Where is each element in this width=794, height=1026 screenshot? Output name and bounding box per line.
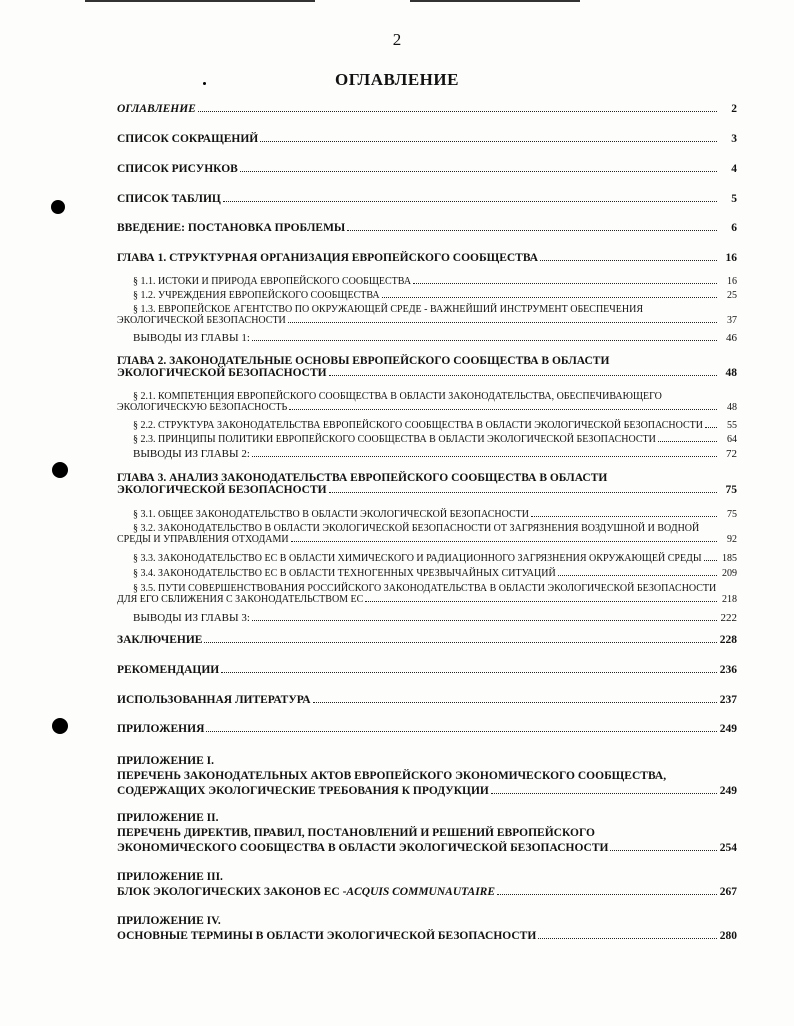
- toc-entry-page: 48: [725, 367, 737, 379]
- toc-subsection[interactable]: [117, 434, 737, 445]
- toc-entry-title: ПЕРЕЧЕНЬ ЗАКОНОДАТЕЛЬНЫХ АКТОВ ЕВРОПЕЙСКОГО ЭКОНОМИЧЕСКОГО СООБЩЕСТВА,: [117, 770, 667, 782]
- toc-entry-page: 254: [719, 842, 737, 854]
- toc-chapter[interactable]: [117, 252, 737, 264]
- toc-entry-page: 249: [719, 785, 737, 797]
- toc-appendix[interactable]: [117, 914, 737, 944]
- toc-entry-title: ПЕРЕЧЕНЬ ДИРЕКТИВ, ПРАВИЛ, ПОСТАНОВЛЕНИЙ И РЕШЕНИЙ ЕВРОПЕЙСКОГО: [117, 827, 595, 839]
- toc-subsection[interactable]: [117, 391, 737, 413]
- toc-chapter[interactable]: [117, 472, 737, 496]
- toc-entry-title: § 2.3. ПРИНЦИПЫ ПОЛИТИКИ ЕВРОПЕЙСКОГО СООБЩЕСТВА В ОБЛАСТИ ЭКОЛОГИЧЕСКОЙ БЕЗОПАСНОСТИ: [133, 434, 656, 445]
- toc-chapter[interactable]: [117, 355, 737, 379]
- toc-appendix-label: ПРИЛОЖЕНИЕ III.: [117, 871, 223, 883]
- toc-entry-page: 64: [727, 434, 737, 445]
- toc-entry-title: § 3.2. ЗАКОНОДАТЕЛЬСТВО В ОБЛАСТИ ЭКОЛОГИЧЕСКОЙ БЕЗОПАСНОСТИ ОТ ЗАГРЯЗНЕНИЯ ВОЗДУШНОЙ И ВОДНОЙ: [133, 523, 700, 534]
- toc-entry-title-cont: ДЛЯ ЕГО СБЛИЖЕНИЯ С ЗАКОНОДАТЕЛЬСТВОМ ЕС: [117, 594, 364, 605]
- toc-appendix-label: ПРИЛОЖЕНИЕ IV.: [117, 915, 221, 927]
- toc-entry[interactable]: [117, 664, 737, 676]
- toc-entry-page: 209: [722, 568, 737, 579]
- toc-subsection[interactable]: [117, 420, 737, 431]
- toc-entry-page: 72: [726, 448, 737, 460]
- toc-conclusion[interactable]: [117, 332, 737, 344]
- toc-entry[interactable]: [117, 193, 737, 205]
- toc-appendix[interactable]: [117, 811, 737, 856]
- toc-entry[interactable]: [117, 133, 737, 145]
- toc-entry-title-cont: СРЕДЫ И УПРАВЛЕНИЯ ОТХОДАМИ: [117, 534, 289, 545]
- toc-entry-page: 25: [727, 290, 737, 301]
- toc-entry-page: 4: [731, 163, 737, 175]
- toc-entry-page: 267: [719, 886, 737, 898]
- toc-entry-title-cont: ЭКОЛОГИЧЕСКОЙ БЕЗОПАСНОСТИ: [117, 367, 327, 379]
- toc-entry-page: 16: [727, 276, 737, 287]
- toc-appendix[interactable]: [117, 754, 737, 799]
- toc-entry-title: § 2.2. СТРУКТУРА ЗАКОНОДАТЕЛЬСТВА ЕВРОПЕЙСКОГО СООБЩЕСТВА В ОБЛАСТИ ЭКОЛОГИЧЕСКОЙ БЕЗОПАСНОСТИ: [133, 420, 703, 431]
- toc-entry-page: 236: [719, 664, 737, 676]
- toc-entry-page: 185: [722, 553, 737, 564]
- toc-entry-title-cont: ЭКОНОМИЧЕСКОГО СООБЩЕСТВА В ОБЛАСТИ ЭКОЛОГИЧЕСКОЙ БЕЗОПАСНОСТИ: [117, 842, 609, 854]
- toc-entry-page: 55: [727, 420, 737, 431]
- toc-entry-title: ВВЕДЕНИЕ: ПОСТАНОВКА ПРОБЛЕМЫ: [117, 222, 346, 234]
- toc-entry-page: 237: [719, 694, 737, 706]
- toc-appendix-label: ПРИЛОЖЕНИЕ I.: [117, 755, 214, 767]
- page-title: ОГЛАВЛЕНИЕ: [335, 70, 459, 89]
- toc-entry-title-cont: ЭКОЛОГИЧЕСКУЮ БЕЗОПАСНОСТЬ: [117, 402, 288, 413]
- toc-entry-title: ГЛАВА 1. СТРУКТУРНАЯ ОРГАНИЗАЦИЯ ЕВРОПЕЙСКОГО СООБЩЕСТВА: [117, 252, 539, 264]
- toc-subsection[interactable]: [117, 304, 737, 326]
- punch-hole-mark: [51, 200, 65, 214]
- toc-entry-page: 46: [726, 332, 737, 344]
- toc-entry-title: § 3.1. ОБЩЕЕ ЗАКОНОДАТЕЛЬСТВО В ОБЛАСТИ ЭКОЛОГИЧЕСКОЙ БЕЗОПАСНОСТИ: [133, 509, 529, 520]
- toc-subsection[interactable]: [117, 583, 737, 605]
- toc-entry[interactable]: [117, 222, 737, 234]
- toc-entry-page: 3: [731, 133, 737, 145]
- toc-entry-title: § 1.2. УЧРЕЖДЕНИЯ ЕВРОПЕЙСКОГО СООБЩЕСТВА: [133, 290, 380, 301]
- toc-entry-page: 48: [727, 402, 737, 413]
- toc-entry-page: 249: [719, 723, 737, 735]
- toc-entry-title: ГЛАВА 3. АНАЛИЗ ЗАКОНОДАТЕЛЬСТВА ЕВРОПЕЙСКОГО СООБЩЕСТВА В ОБЛАСТИ: [117, 472, 608, 484]
- toc-entry[interactable]: [117, 634, 737, 646]
- toc-entry-title: СПИСОК РИСУНКОВ: [117, 163, 238, 175]
- toc-entry-page: 218: [722, 594, 737, 605]
- toc-conclusion[interactable]: [117, 612, 737, 624]
- toc-entry-page: 228: [719, 634, 737, 646]
- toc-entry-title: ИСПОЛЬЗОВАННАЯ ЛИТЕРАТУРА: [117, 694, 311, 706]
- toc-subsection[interactable]: [117, 509, 737, 520]
- toc-entry-page: 2: [731, 103, 737, 115]
- toc-entry-page: 6: [731, 222, 737, 234]
- toc-entry-page: 16: [725, 252, 737, 264]
- page-number: 2: [392, 30, 402, 49]
- toc-entry-page: 5: [731, 193, 737, 205]
- toc-entry-title: ЗАКЛЮЧЕНИЕ: [117, 634, 203, 646]
- toc-entry[interactable]: [117, 163, 737, 175]
- toc-entry-page: 37: [727, 315, 737, 326]
- toc-entry-page: 75: [725, 484, 737, 496]
- toc-conclusion[interactable]: [117, 448, 737, 460]
- toc-entry-title: § 3.5. ПУТИ СОВЕРШЕНСТВОВАНИЯ РОССИЙСКОГО ЗАКОНОДАТЕЛЬСТВА В ОБЛАСТИ ЭКОЛОГИЧЕСКОЙ БЕЗОПАСНОСТИ: [133, 583, 717, 594]
- scan-artifact: [85, 0, 315, 2]
- toc-entry-title: § 1.1. ИСТОКИ И ПРИРОДА ЕВРОПЕЙСКОГО СООБЩЕСТВА: [133, 276, 412, 287]
- toc-entry-page: 75: [727, 509, 737, 520]
- toc-subsection[interactable]: [117, 276, 737, 287]
- toc-entry-title-italic: ACQUIS COMMUNAUTAIRE: [346, 886, 496, 898]
- toc-entry-page: 222: [720, 612, 737, 624]
- toc-entry-title: ГЛАВА 2. ЗАКОНОДАТЕЛЬНЫЕ ОСНОВЫ ЕВРОПЕЙСКОГО СООБЩЕСТВА В ОБЛАСТИ: [117, 355, 610, 367]
- scan-artifact: [410, 0, 580, 2]
- punch-hole-mark: [52, 718, 68, 734]
- toc-entry-page: 280: [719, 930, 737, 942]
- toc-entry-title: ОСНОВНЫЕ ТЕРМИНЫ В ОБЛАСТИ ЭКОЛОГИЧЕСКОЙ БЕЗОПАСНОСТИ: [117, 930, 537, 942]
- toc-entry-page: 92: [727, 534, 737, 545]
- toc-entry-title: § 1.3. ЕВРОПЕЙСКОЕ АГЕНТСТВО ПО ОКРУЖАЮЩЕЙ СРЕДЕ - ВАЖНЕЙШИЙ ИНСТРУМЕНТ ОБЕСПЕЧЕНИЯ: [133, 304, 644, 315]
- toc-entry-title-cont: ЭКОЛОГИЧЕСКОЙ БЕЗОПАСНОСТИ: [117, 484, 327, 496]
- toc-entry-title: ПРИЛОЖЕНИЯ: [117, 723, 205, 735]
- toc-entry-title: БЛОК ЭКОЛОГИЧЕСКИХ ЗАКОНОВ ЕС -: [117, 886, 347, 898]
- toc-entry-title: ВЫВОДЫ ИЗ ГЛАВЫ 1:: [133, 332, 250, 344]
- toc-entry-title-cont: СОДЕРЖАЩИХ ЭКОЛОГИЧЕСКИЕ ТРЕБОВАНИЯ К ПРОДУКЦИИ: [117, 785, 489, 797]
- toc-entry[interactable]: [117, 694, 737, 706]
- toc-subsection[interactable]: [117, 523, 737, 545]
- toc-subsection[interactable]: [117, 568, 737, 579]
- toc-subsection[interactable]: [117, 553, 737, 564]
- toc-entry[interactable]: [117, 723, 737, 735]
- toc-entry-title: РЕКОМЕНДАЦИИ: [117, 664, 220, 676]
- toc-entry[interactable]: [117, 103, 737, 115]
- toc-entry-title: ОГЛАВЛЕНИЕ: [117, 103, 196, 115]
- toc-entry-title: § 2.1. КОМПЕТЕНЦИЯ ЕВРОПЕЙСКОГО СООБЩЕСТВА В ОБЛАСТИ ЗАКОНОДАТЕЛЬСТВА, ОБЕСПЕЧИВАЮЩЕГО: [133, 391, 662, 402]
- toc-appendix[interactable]: [117, 870, 737, 900]
- toc-entry-title: СПИСОК СОКРАЩЕНИЙ: [117, 133, 259, 145]
- toc-entry-title: ВЫВОДЫ ИЗ ГЛАВЫ 3:: [133, 612, 250, 624]
- toc-subsection[interactable]: [117, 290, 737, 301]
- toc-entry-title: § 3.4. ЗАКОНОДАТЕЛЬСТВО ЕС В ОБЛАСТИ ТЕХНОГЕННЫХ ЧРЕЗВЫЧАЙНЫХ СИТУАЦИЙ: [133, 568, 556, 579]
- punch-hole-mark: [52, 462, 68, 478]
- toc-entry-title: ВЫВОДЫ ИЗ ГЛАВЫ 2:: [133, 448, 250, 460]
- toc-entry-title: СПИСОК ТАБЛИЦ: [117, 193, 221, 205]
- toc-appendix-label: ПРИЛОЖЕНИЕ II.: [117, 812, 219, 824]
- toc-entry-title-cont: ЭКОЛОГИЧЕСКОЙ БЕЗОПАСНОСТИ: [117, 315, 286, 326]
- toc-entry-title: § 3.3. ЗАКОНОДАТЕЛЬСТВО ЕС В ОБЛАСТИ ХИМИЧЕСКОГО И РАДИАЦИОННОГО ЗАГРЯЗНЕНИЯ ОКРУЖАЮЩЕЙ СРЕДЫ: [133, 553, 702, 564]
